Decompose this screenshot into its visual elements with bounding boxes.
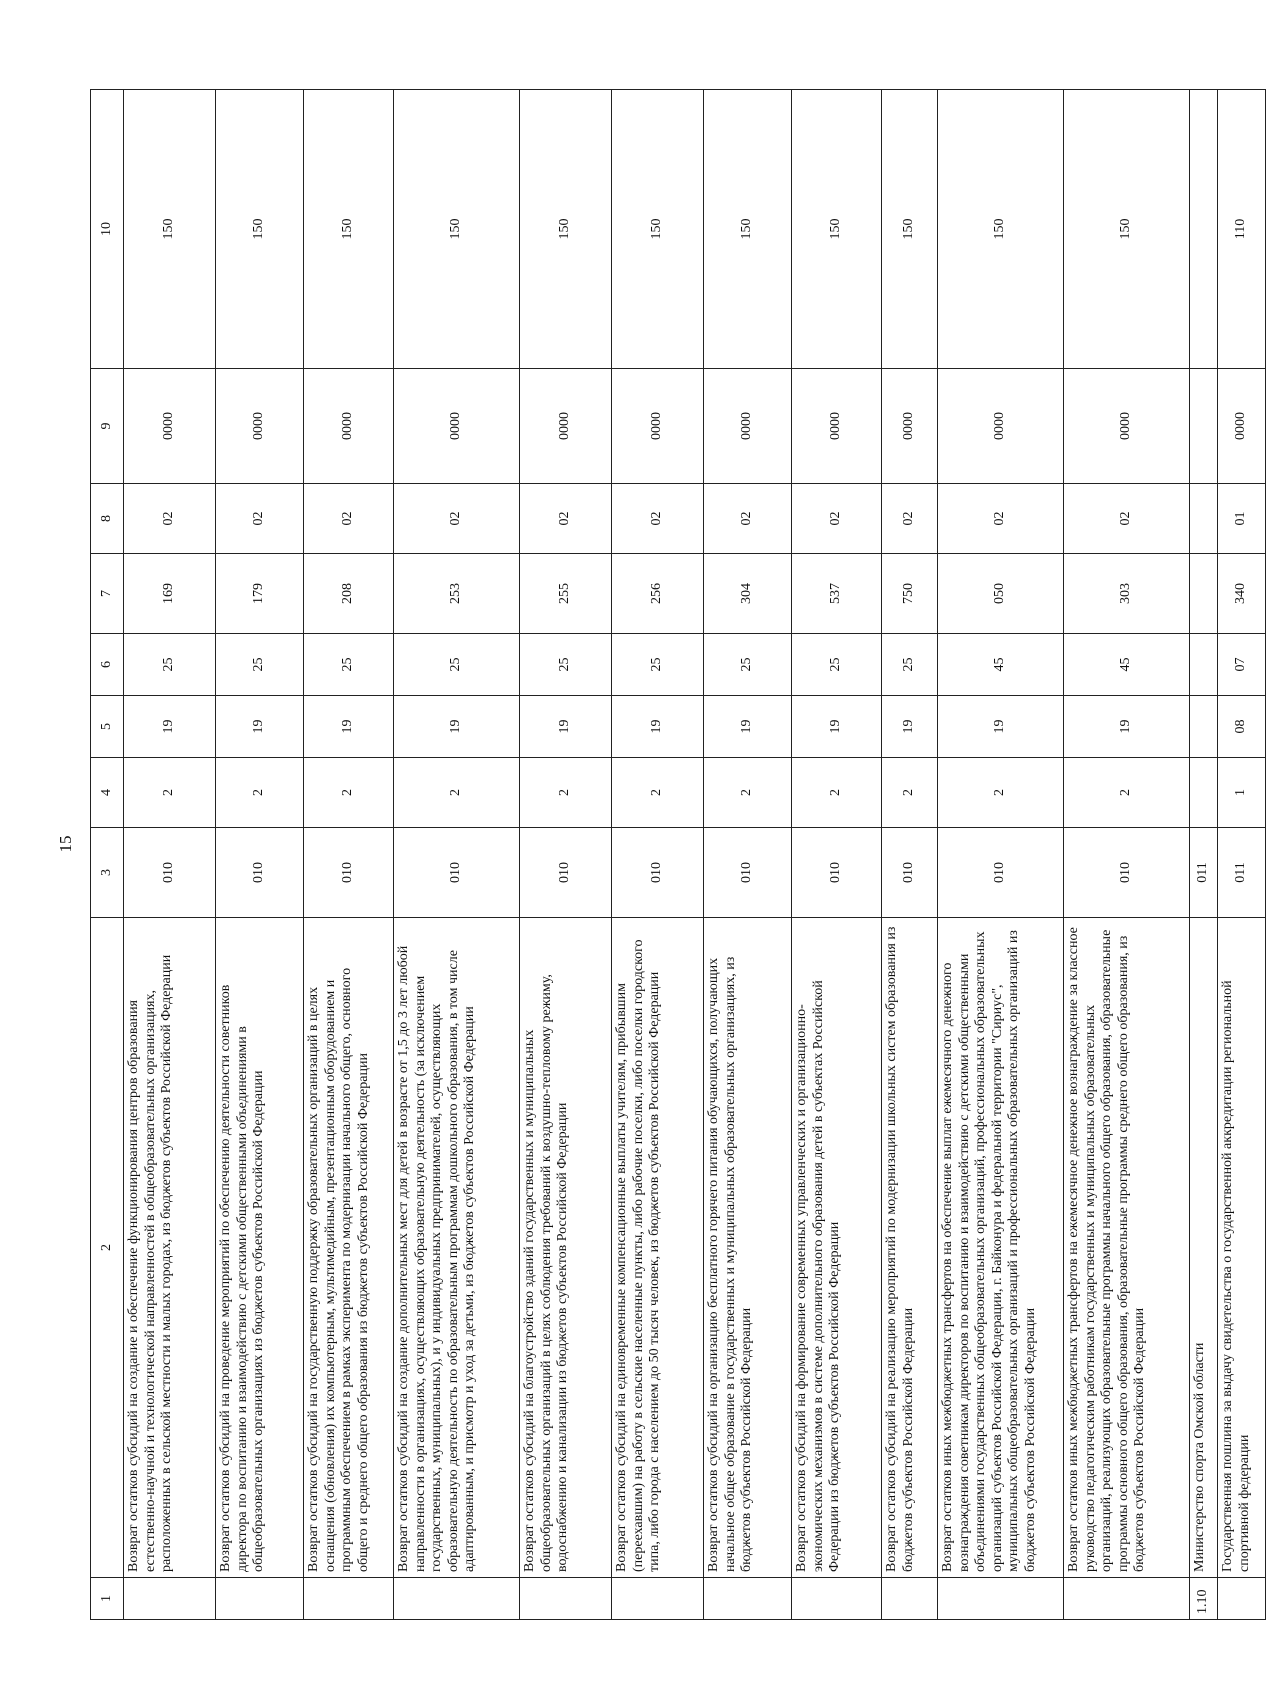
- article-code-cell: 25: [704, 634, 792, 696]
- economic-class-code-cell: 150: [216, 90, 304, 369]
- subgroup-code-cell: 19: [1064, 696, 1190, 758]
- group-code-cell: 2: [394, 758, 520, 828]
- element-code-cell: 01: [1218, 484, 1266, 554]
- element-code-cell: 02: [394, 484, 520, 554]
- page-number: 15: [56, 835, 75, 853]
- description-cell: Возврат остатков субсидий на формирование современных управленческих и организационно-экономических механизмов в системе дополнительного образования детей в субъектах Российской Федерации из бюджетов субъектов Российской Федерации: [792, 918, 882, 1578]
- admin-code-cell: 010: [304, 828, 394, 918]
- economic-class-code-cell: 150: [394, 90, 520, 369]
- admin-code-cell: 010: [520, 828, 612, 918]
- element-code-cell: 02: [612, 484, 704, 554]
- program-code-cell: [1190, 369, 1218, 484]
- subarticle-code-cell: 169: [124, 554, 216, 634]
- program-code-cell: 0000: [612, 369, 704, 484]
- admin-code-cell: 011: [1218, 828, 1266, 918]
- program-code-cell: 0000: [792, 369, 882, 484]
- program-code-cell: 0000: [394, 369, 520, 484]
- program-code-cell: 0000: [304, 369, 394, 484]
- economic-class-code-cell: 150: [304, 90, 394, 369]
- row-number-cell: [792, 1578, 882, 1620]
- economic-class-code-cell: 150: [1064, 90, 1190, 369]
- table-row: [520, 90, 612, 1620]
- table-row: [124, 90, 216, 1620]
- admin-code-cell: 010: [704, 828, 792, 918]
- subgroup-code-cell: 19: [216, 696, 304, 758]
- table-row: [612, 90, 704, 1620]
- element-code-cell: 02: [304, 484, 394, 554]
- economic-class-code-cell: 150: [938, 90, 1064, 369]
- element-code-cell: 02: [520, 484, 612, 554]
- description-cell: Возврат остатков субсидий на единовременные компенсационные выплаты учителям, прибывшим (переехавшим) на работу в сельские населенные пункты, либо рабочие поселки, либо поселки городского типа, либо города с населением до 50 тысяч человек, из бюджетов субъектов Российской Федерации: [612, 918, 704, 1578]
- row-number-cell: [704, 1578, 792, 1620]
- table-row: [704, 90, 792, 1620]
- economic-class-code-cell: 150: [124, 90, 216, 369]
- rotated-table-container: [90, 90, 1252, 1620]
- economic-class-code-cell: 150: [792, 90, 882, 369]
- row-number-cell: [124, 1578, 216, 1620]
- group-code-cell: 2: [792, 758, 882, 828]
- subarticle-code-cell: 256: [612, 554, 704, 634]
- description-cell: Возврат остатков иных межбюджетных трансфертов на обеспечение выплат ежемесячного денежного вознаграждения советникам директоров по воспитанию и взаимодействию с детскими общественными объединениями государственных общеобразовательных организаций, профессиональных образовательных организаций субъектов Российской Федерации, г. Байконура и федеральной территории "Сириус", муниципальных общеобразовательных организаций и профессиональных образовательных организаций из бюджетов субъектов Российской Федерации: [938, 918, 1064, 1578]
- economic-class-code-cell: 150: [704, 90, 792, 369]
- program-code-cell: 0000: [520, 369, 612, 484]
- header-cell: 2: [91, 918, 124, 1578]
- economic-class-code-cell: 150: [612, 90, 704, 369]
- element-code-cell: 02: [1064, 484, 1190, 554]
- description-cell: Возврат остатков субсидий на проведение мероприятий по обеспечению деятельности советников директора по воспитанию и взаимодействию с детскими общественными объединениями в общеобразовательных организациях из бюджетов субъектов Российской Федерации: [216, 918, 304, 1578]
- description-cell: Возврат остатков субсидий на государственную поддержку образовательных организаций в целях оснащения (обновления) их компьютерным, мультимедийным, презентационным оборудованием и программным обеспечением в рамках эксперимента по модернизации начального общего, основного общего и среднего общего образования из бюджетов субъектов Российской Федерации: [304, 918, 394, 1578]
- article-code-cell: 25: [216, 634, 304, 696]
- row-number-cell: [882, 1578, 938, 1620]
- admin-code-cell: 010: [612, 828, 704, 918]
- admin-code-cell: 010: [216, 828, 304, 918]
- subarticle-code-cell: 303: [1064, 554, 1190, 634]
- subarticle-code-cell: [1190, 554, 1218, 634]
- row-number-cell: 1.10: [1190, 1578, 1218, 1620]
- table-row: [394, 90, 520, 1620]
- group-code-cell: [1190, 758, 1218, 828]
- description-cell: Возврат остатков иных межбюджетных трансфертов на ежемесячное денежное вознаграждение за классное руководство педагогическим работникам государственных и муниципальных образовательных организаций, реализующих образовательные программы начального общего образования, образовательные программы основного общего образования, образовательные программы среднего общего образования, из бюджетов субъектов Российской Федерации: [1064, 918, 1190, 1578]
- subgroup-code-cell: 19: [792, 696, 882, 758]
- budget-codes-table: [90, 89, 1266, 1620]
- element-code-cell: 02: [216, 484, 304, 554]
- admin-code-cell: 010: [938, 828, 1064, 918]
- subarticle-code-cell: 537: [792, 554, 882, 634]
- program-code-cell: 0000: [704, 369, 792, 484]
- table-row: [304, 90, 394, 1620]
- element-code-cell: 02: [124, 484, 216, 554]
- article-code-cell: 25: [882, 634, 938, 696]
- group-code-cell: 2: [124, 758, 216, 828]
- subgroup-code-cell: 19: [882, 696, 938, 758]
- article-code-cell: 25: [124, 634, 216, 696]
- group-code-cell: 2: [304, 758, 394, 828]
- admin-code-cell: 010: [1064, 828, 1190, 918]
- group-code-cell: 2: [882, 758, 938, 828]
- economic-class-code-cell: 110: [1218, 90, 1266, 369]
- row-number-cell: [304, 1578, 394, 1620]
- article-code-cell: 25: [304, 634, 394, 696]
- row-number-cell: [938, 1578, 1064, 1620]
- admin-code-cell: 010: [394, 828, 520, 918]
- element-code-cell: [1190, 484, 1218, 554]
- element-code-cell: 02: [792, 484, 882, 554]
- table-row: [1218, 90, 1266, 1620]
- admin-code-cell: 010: [792, 828, 882, 918]
- article-code-cell: [1190, 634, 1218, 696]
- subarticle-code-cell: 750: [882, 554, 938, 634]
- article-code-cell: 45: [1064, 634, 1190, 696]
- header-cell: 10: [91, 90, 124, 369]
- element-code-cell: 02: [882, 484, 938, 554]
- article-code-cell: 45: [938, 634, 1064, 696]
- admin-code-cell: 011: [1190, 828, 1218, 918]
- subgroup-code-cell: 19: [124, 696, 216, 758]
- program-code-cell: 0000: [882, 369, 938, 484]
- subgroup-code-cell: [1190, 696, 1218, 758]
- group-code-cell: 2: [520, 758, 612, 828]
- subarticle-code-cell: 340: [1218, 554, 1266, 634]
- header-cell: 8: [91, 484, 124, 554]
- subgroup-code-cell: 19: [520, 696, 612, 758]
- subarticle-code-cell: 050: [938, 554, 1064, 634]
- subgroup-code-cell: 19: [612, 696, 704, 758]
- table-row: [1190, 90, 1218, 1620]
- article-code-cell: 25: [394, 634, 520, 696]
- group-code-cell: 2: [704, 758, 792, 828]
- description-cell: Министерство спорта Омской области: [1190, 918, 1218, 1578]
- group-code-cell: 1: [1218, 758, 1266, 828]
- economic-class-code-cell: [1190, 90, 1218, 369]
- group-code-cell: 2: [216, 758, 304, 828]
- article-code-cell: 25: [520, 634, 612, 696]
- row-number-cell: [394, 1578, 520, 1620]
- subarticle-code-cell: 255: [520, 554, 612, 634]
- header-cell: 4: [91, 758, 124, 828]
- header-cell: 6: [91, 634, 124, 696]
- header-cell: 3: [91, 828, 124, 918]
- row-number-cell: [520, 1578, 612, 1620]
- header-cell: 7: [91, 554, 124, 634]
- economic-class-code-cell: 150: [520, 90, 612, 369]
- group-code-cell: 2: [938, 758, 1064, 828]
- description-cell: Возврат остатков субсидий на создание дополнительных мест для детей в возрасте от 1,5 до 3 лет любой направленности в организациях, осуществляющих образовательную деятельность (за исключением государственных, муниципальных), и у индивидуальных предпринимателей, осуществляющих образовательную деятельность по образовательным программам дошкольного образования, в том числе адаптированным, и присмотр и уход за детьми, из бюджетов субъектов Российской Федерации: [394, 918, 520, 1578]
- element-code-cell: 02: [938, 484, 1064, 554]
- table-row: [216, 90, 304, 1620]
- table-row: [1064, 90, 1190, 1620]
- row-number-cell: [1218, 1578, 1266, 1620]
- subgroup-code-cell: 19: [938, 696, 1064, 758]
- description-cell: Возврат остатков субсидий на организацию бесплатного горячего питания обучающихся, получающих начальное общее образование в государственных и муниципальных образовательных организациях, из бюджетов субъектов Российской Федерации: [704, 918, 792, 1578]
- header-cell: 9: [91, 369, 124, 484]
- header-cell: 1: [91, 1578, 124, 1620]
- article-code-cell: 25: [792, 634, 882, 696]
- subgroup-code-cell: 19: [304, 696, 394, 758]
- program-code-cell: 0000: [938, 369, 1064, 484]
- table-row: [792, 90, 882, 1620]
- program-code-cell: 0000: [124, 369, 216, 484]
- row-number-cell: [1064, 1578, 1190, 1620]
- group-code-cell: 2: [612, 758, 704, 828]
- group-code-cell: 2: [1064, 758, 1190, 828]
- description-cell: Возврат остатков субсидий на реализацию мероприятий по модернизации школьных систем образования из бюджетов субъектов Российской Федерации: [882, 918, 938, 1578]
- subarticle-code-cell: 208: [304, 554, 394, 634]
- subgroup-code-cell: 08: [1218, 696, 1266, 758]
- description-cell: Возврат остатков субсидий на благоустройство зданий государственных и муниципальных общеобразовательных организаций в целях соблюдения требований к воздушно-тепловому режиму, водоснабжению и канализации из бюджетов субъектов Российской Федерации: [520, 918, 612, 1578]
- description-cell: Государственная пошлина за выдачу свидетельства о государственной аккредитации региональной спортивной федерации: [1218, 918, 1266, 1578]
- economic-class-code-cell: 150: [882, 90, 938, 369]
- row-number-cell: [216, 1578, 304, 1620]
- row-number-cell: [612, 1578, 704, 1620]
- subgroup-code-cell: 19: [704, 696, 792, 758]
- article-code-cell: 07: [1218, 634, 1266, 696]
- element-code-cell: 02: [704, 484, 792, 554]
- subarticle-code-cell: 304: [704, 554, 792, 634]
- subarticle-code-cell: 179: [216, 554, 304, 634]
- admin-code-cell: 010: [882, 828, 938, 918]
- subgroup-code-cell: 19: [394, 696, 520, 758]
- table-row: [882, 90, 938, 1620]
- admin-code-cell: 010: [124, 828, 216, 918]
- column-number-row: [91, 90, 124, 1620]
- description-cell: Возврат остатков субсидий на создание и обеспечение функционирования центров образования естественно-научной и технологической направленностей в общеобразовательных организациях, расположенных в сельской местности и малых городах, из бюджетов субъектов Российской Федерации: [124, 918, 216, 1578]
- article-code-cell: 25: [612, 634, 704, 696]
- program-code-cell: 0000: [216, 369, 304, 484]
- table-row: [938, 90, 1064, 1620]
- subarticle-code-cell: 253: [394, 554, 520, 634]
- program-code-cell: 0000: [1218, 369, 1266, 484]
- program-code-cell: 0000: [1064, 369, 1190, 484]
- header-cell: 5: [91, 696, 124, 758]
